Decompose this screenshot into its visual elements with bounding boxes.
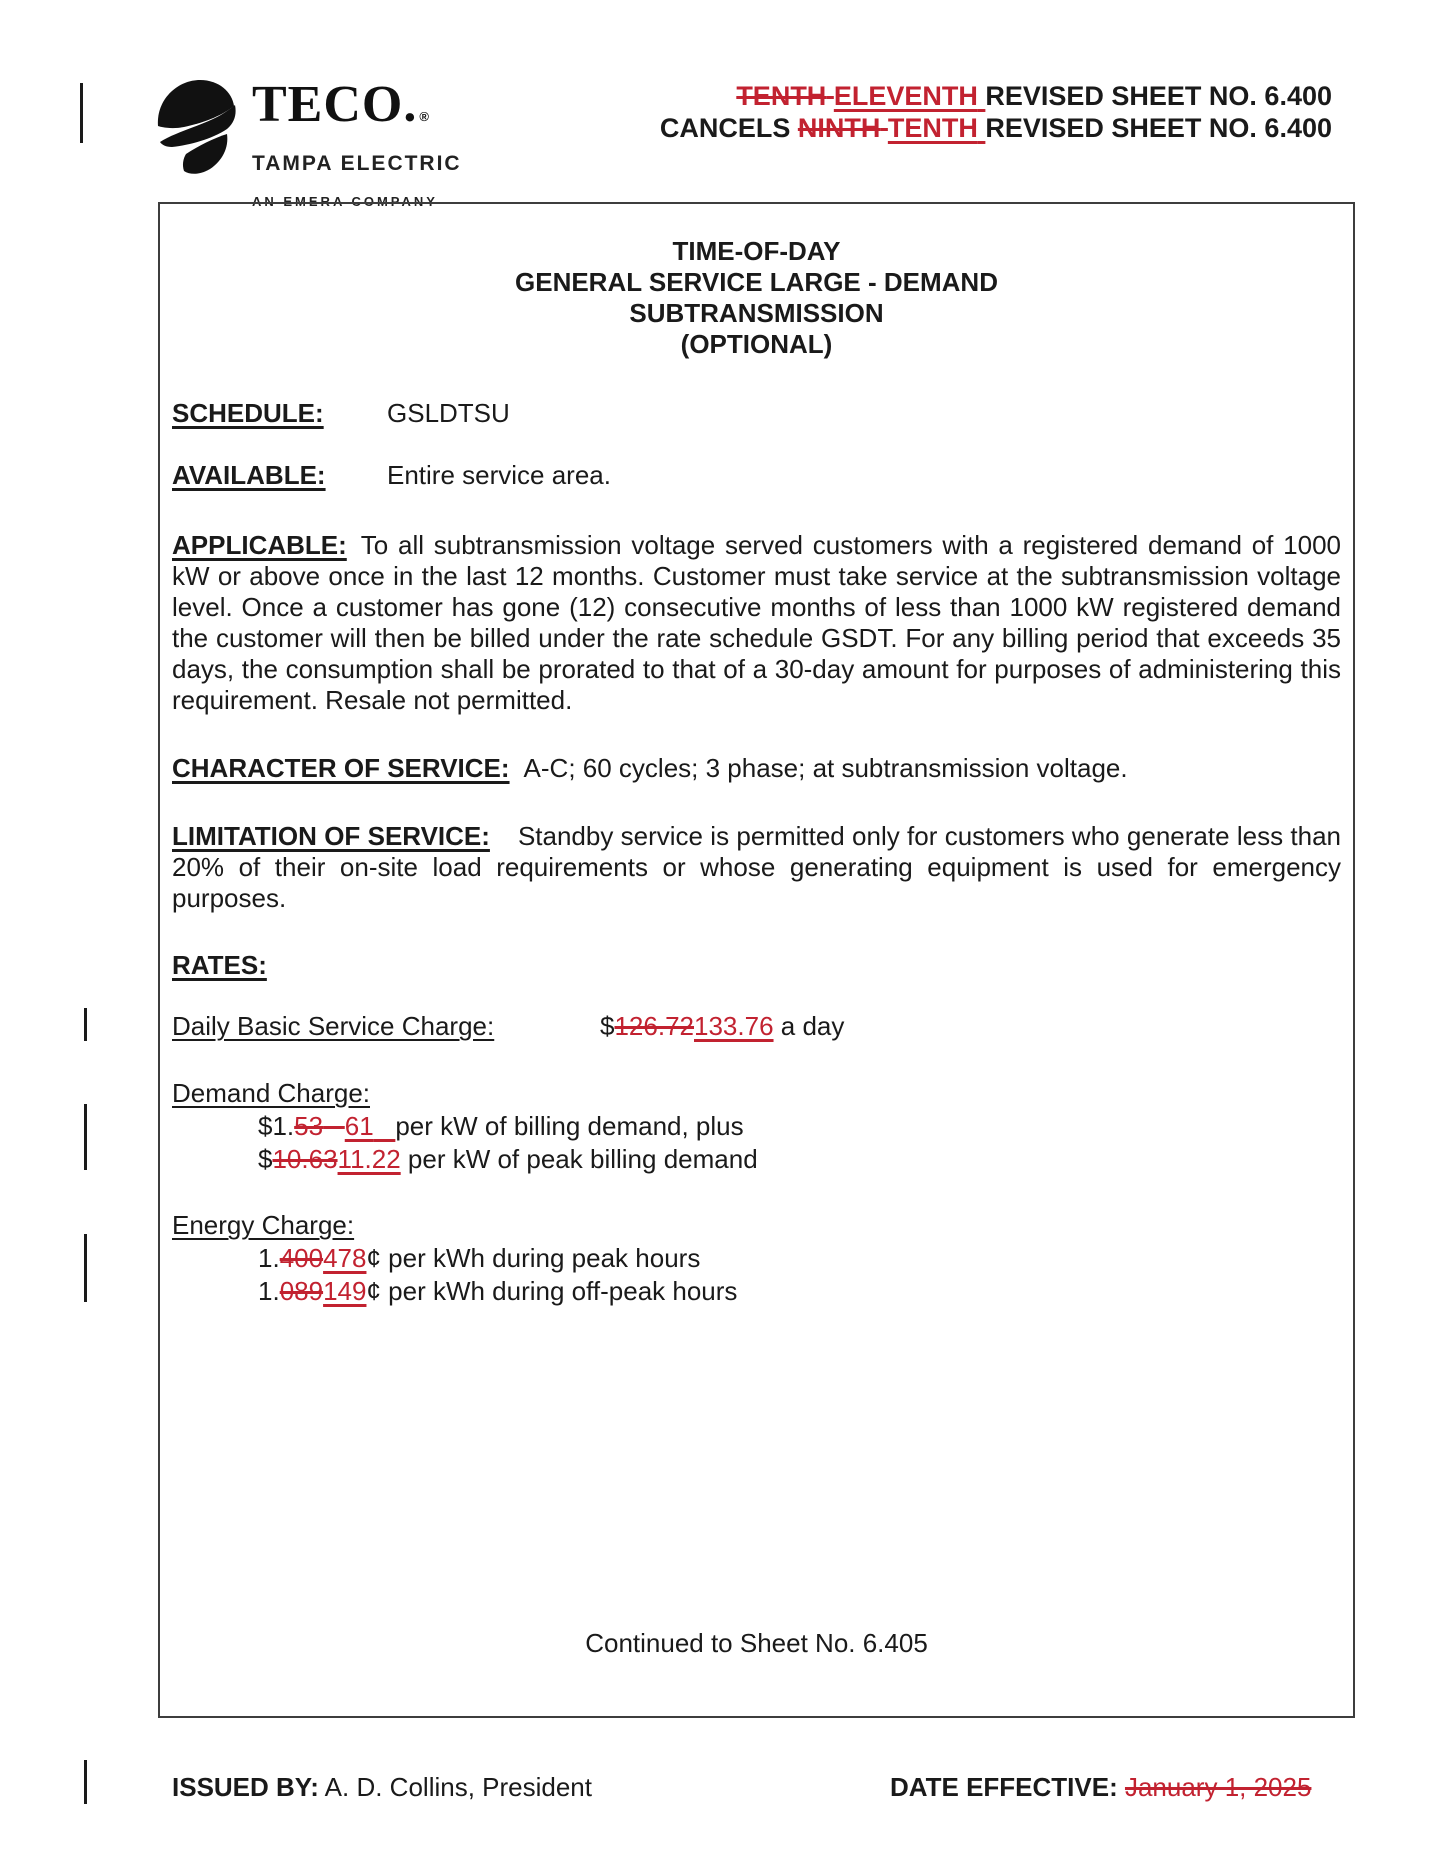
energy2-old-value: 089 <box>279 1276 324 1306</box>
energy1-new-value: 478 <box>323 1243 367 1273</box>
energy-charge-section <box>172 1209 1341 1308</box>
demand-charge-line2 <box>258 1143 1341 1176</box>
demand2-prefix: $ <box>258 1144 273 1174</box>
logo-brand-word: TECO <box>252 76 404 133</box>
energy2-new-value: 149 <box>323 1276 367 1306</box>
sheet-revision-line2 <box>660 112 1332 144</box>
character-of-service-label: CHARACTER OF SERVICE: <box>172 753 510 783</box>
demand-charge-label: Demand Charge: <box>172 1078 370 1108</box>
continued-text: Continued to Sheet No. 6.405 <box>585 1628 928 1658</box>
revised-sheet-no: REVISED SHEET NO. 6.400 <box>985 81 1332 111</box>
schedule-label: SCHEDULE: <box>172 398 324 428</box>
logo-brand <box>252 76 462 140</box>
demand2-old-value: 10.63 <box>272 1144 338 1174</box>
company-logo <box>150 76 462 217</box>
demand2-unit: per kW of peak billing demand <box>400 1144 758 1174</box>
old-revision-number: TENTH <box>736 81 827 111</box>
date-effective-row <box>890 1772 1311 1803</box>
sheet-revision-line1 <box>660 80 1332 112</box>
character-of-service-row <box>172 753 1341 784</box>
logo-subtitle: TAMPA ELECTRIC <box>252 152 462 175</box>
daily-charge-unit: a day <box>773 1011 845 1041</box>
change-bar-daily-charge <box>84 1008 87 1041</box>
schedule-value: GSLDTSU <box>387 398 510 428</box>
limitation-of-service-text: Standby service is permitted only for customers who generate less than 20% of their on-site load requirements or whose generating equipment is used for emergency purposes. <box>172 821 1341 913</box>
demand1-prefix: $1. <box>258 1111 295 1141</box>
schedule-row <box>172 398 1341 429</box>
change-bar-header <box>80 83 83 143</box>
tariff-sheet-frame <box>158 202 1355 1718</box>
limitation-paragraph <box>172 821 1341 914</box>
demand-charge-line1 <box>258 1110 1341 1143</box>
applicable-paragraph <box>172 530 1341 716</box>
old-cancelled-revision: NINTH <box>797 113 881 143</box>
change-bar-energy-charge <box>84 1234 87 1302</box>
new-revision-number: ELEVENTH <box>833 81 978 111</box>
logo-brand-period: . <box>403 76 418 133</box>
demand1-unit: per kW of billing demand, plus <box>395 1111 744 1141</box>
energy2-unit: ¢ per kWh during off-peak hours <box>366 1276 738 1306</box>
daily-charge-label: Daily Basic Service Charge: <box>172 1011 495 1041</box>
energy1-unit: ¢ per kWh during peak hours <box>366 1243 701 1273</box>
logo-company-line: AN EMERA COMPANY <box>252 194 438 209</box>
demand2-new-value: 11.22 <box>337 1144 401 1174</box>
rates-label: RATES: <box>172 950 267 980</box>
cancels-label: CANCELS <box>659 113 798 143</box>
cancelled-sheet-no: REVISED SHEET NO. 6.400 <box>985 113 1332 143</box>
energy-charge-label: Energy Charge: <box>172 1210 355 1240</box>
sheet-header <box>660 80 1332 144</box>
applicable-label: APPLICABLE: <box>172 530 347 560</box>
title-line3: SUBTRANSMISSION <box>629 298 884 328</box>
demand-charge-section <box>172 1077 1341 1176</box>
character-of-service-value: A-C; 60 cycles; 3 phase; at subtransmission voltage. <box>523 753 1128 783</box>
demand1-old-value: 53 <box>294 1111 324 1141</box>
available-label: AVAILABLE: <box>172 460 326 490</box>
new-cancelled-revision: TENTH <box>887 113 978 143</box>
applicable-text: To all subtransmission voltage served customers with a registered demand of 1000 kW or above once in the last 12 months. Customer must take service at the subtransmission voltage level. Once a customer has gone (12) consecutive months of less than 1000 kW registered demand the customer will then be billed under the rate schedule GSDT. For any billing period that exceeds 35 days, the consumption shall be prorated to that of a 30-day amount for purposes of administering this requirement. Resale not permitted. <box>172 530 1341 715</box>
title-line1: TIME-OF-DAY <box>672 236 841 266</box>
title-line4: (OPTIONAL) <box>680 329 833 359</box>
available-row <box>172 460 1341 491</box>
date-effective-value: January 1, 2025 <box>1124 1772 1312 1802</box>
currency-sign: $ <box>600 1011 615 1041</box>
change-bar-demand-charge <box>84 1104 87 1170</box>
daily-charge-old-value: 126.72 <box>614 1011 694 1041</box>
issued-by-label: ISSUED BY: <box>172 1772 319 1802</box>
change-bar-footer <box>84 1760 87 1804</box>
energy2-prefix: 1. <box>258 1276 280 1306</box>
issued-by-row <box>172 1772 592 1803</box>
logo-text-block <box>252 76 462 217</box>
registered-trademark-mark: ® <box>419 109 430 124</box>
title-line2: GENERAL SERVICE LARGE - DEMAND <box>515 267 998 297</box>
date-effective-label: DATE EFFECTIVE: <box>890 1772 1125 1802</box>
continued-note <box>160 1628 1353 1659</box>
daily-charge-new-value: 133.76 <box>694 1011 774 1041</box>
demand1-new-value: 61 <box>344 1111 374 1141</box>
daily-basic-service-charge-row <box>172 1011 1341 1042</box>
energy1-prefix: 1. <box>258 1243 280 1273</box>
limitation-of-service-label: LIMITATION OF SERVICE: <box>172 821 490 851</box>
energy-charge-line2 <box>258 1275 1341 1308</box>
rates-heading-row <box>172 950 1341 981</box>
teco-logo-icon <box>150 76 240 176</box>
issued-by-value: A. D. Collins, President <box>318 1772 592 1802</box>
available-value: Entire service area. <box>387 460 611 490</box>
schedule-title <box>160 236 1353 360</box>
energy-charge-line1 <box>258 1242 1341 1275</box>
energy1-old-value: 400 <box>279 1243 324 1273</box>
